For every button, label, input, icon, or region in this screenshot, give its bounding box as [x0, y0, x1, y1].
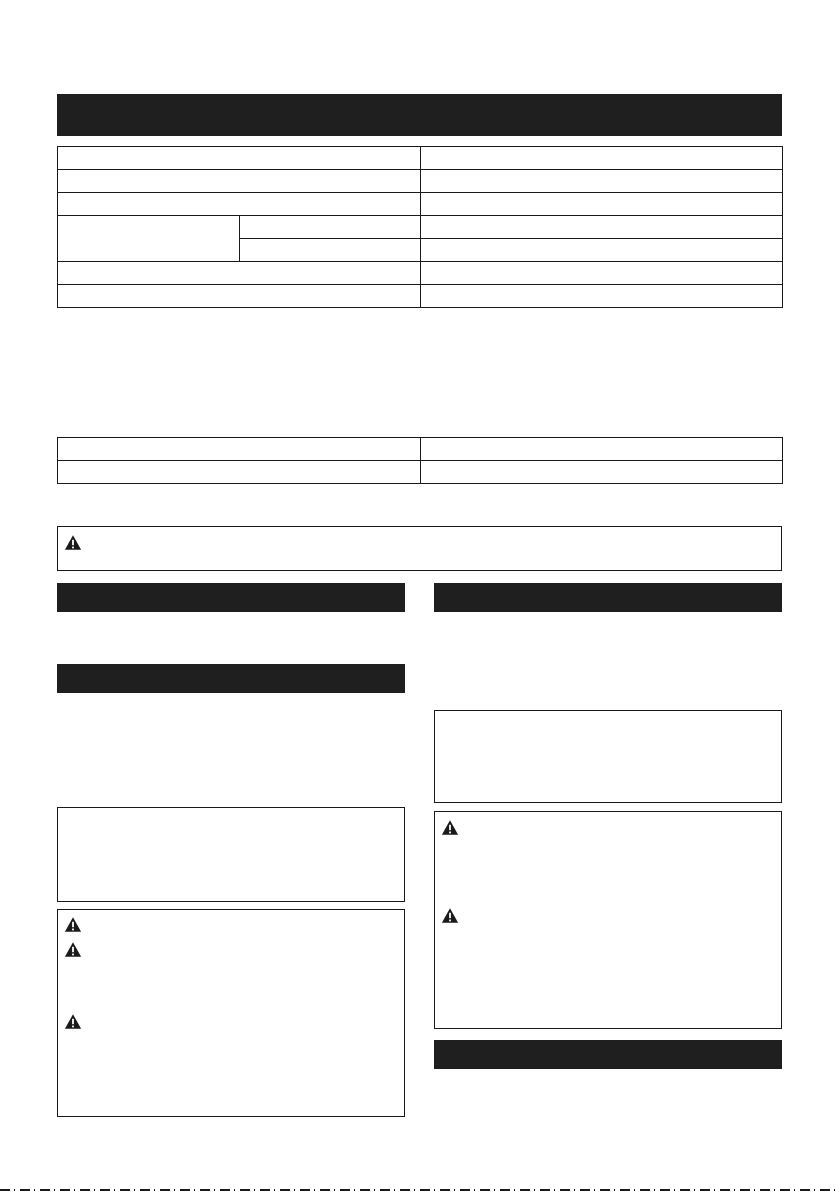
spec-value — [421, 461, 783, 484]
spec-sub-label — [240, 216, 421, 239]
title-bar — [57, 94, 782, 136]
warning-triangle-icon — [64, 941, 82, 958]
warning-triangle-icon — [441, 907, 459, 924]
left-note-box — [57, 807, 405, 902]
spec-label — [58, 461, 421, 484]
table-row — [58, 461, 783, 484]
warning-triangle-icon — [64, 916, 82, 933]
table-row — [58, 147, 783, 170]
spec-value — [421, 216, 783, 239]
table-row — [58, 285, 783, 308]
spec-label — [58, 193, 421, 216]
spec-sub-label — [240, 239, 421, 262]
table-row — [58, 170, 783, 193]
right-section-1-header — [434, 583, 782, 612]
spec-value — [421, 170, 783, 193]
spec-value — [421, 262, 783, 285]
warning-banner — [57, 526, 782, 571]
table-row — [58, 193, 783, 216]
spec-value — [421, 147, 783, 170]
spec-label — [58, 262, 421, 285]
spec-value — [421, 285, 783, 308]
spec-label — [58, 438, 421, 461]
spec-label — [58, 285, 421, 308]
table-row — [58, 438, 783, 461]
left-warning-box — [57, 909, 405, 1117]
trim-line — [0, 1189, 840, 1191]
left-section-2-header — [57, 664, 405, 693]
table-row — [58, 262, 783, 285]
warning-triangle-icon — [64, 534, 82, 551]
spec-value — [421, 193, 783, 216]
secondary-specifications-table — [57, 437, 783, 484]
spec-label — [58, 216, 240, 262]
spec-label — [58, 147, 421, 170]
spec-value — [421, 239, 783, 262]
warning-triangle-icon — [441, 819, 459, 836]
right-section-2-header — [434, 1040, 782, 1069]
table-row — [58, 216, 783, 239]
right-warning-box — [434, 811, 782, 1029]
spec-value — [421, 438, 783, 461]
right-note-box — [434, 710, 782, 803]
specifications-table — [57, 146, 783, 308]
warning-triangle-icon — [64, 1013, 82, 1030]
left-section-1-header — [57, 583, 405, 612]
spec-label — [58, 170, 421, 193]
